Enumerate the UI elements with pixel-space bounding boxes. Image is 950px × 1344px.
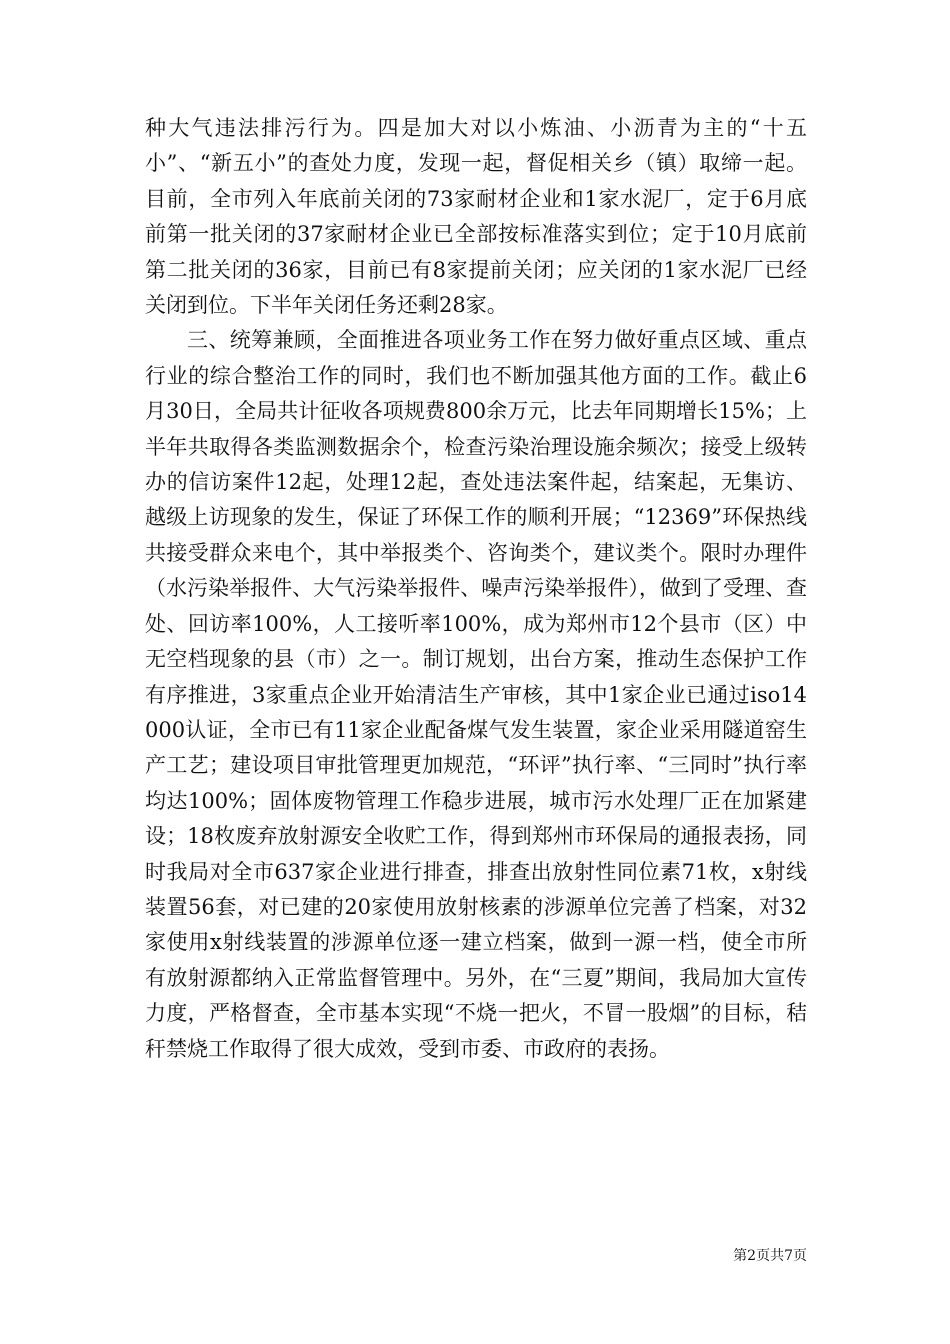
- paragraph-section-three: 三、统筹兼顾，全面推进各项业务工作在努力做好重点区域、重点行业的综合整治工作的同时，我们也不断加强其他方面的工作。截止6月30日，全局共计征收各项规费800余万元，比去年同期增长15%；上半年共取得各类监测数据余个，检查污染治理设施余频次；接受上级转办的信访案件12起，处理12起，查处违法案件起，结案起，无集访、越级上访现象的发生，保证了环保工作的顺利开展；“12369”环保热线共接受群众来电个，其中举报类个、咨询类个，建议类个。限时办理件（水污染举报件、大气污染举报件、噪声污染举报件），做到了受理、查处、回访率100%，人工接听率100%，成为郑州市12个县市（区）中无空档现象的县（市）之一。制订规划，出台方案，推动生态保护工作有序推进，3家重点企业开始清洁生产审核，其中1家企业已通过iso14000认证，全市已有11家企业配备煤气发生装置，家企业采用隧道窑生产工艺；建设项目审批管理更加规范，“环评”执行率、“三同时”执行率均达100%；固体废物管理工作稳步进展，城市污水处理厂正在加紧建设；18枚废弃放射源安全收贮工作，得到郑州市环保局的通报表扬，同时我局对全市637家企业进行排查，排查出放射性同位素71枚，x射线装置56套，对已建的20家使用放射核素的涉源单位完善了档案，对32家使用x射线装置的涉源单位逐一建立档案，做到一源一档，使全市所有放射源都纳入正常监督管理中。另外，在“三夏”期间，我局加大宣传力度，严格督查，全市基本实现“不烧一把火，不冒一股烟”的目标，秸秆禁烧工作取得了很大成效，受到市委、市政府的表扬。: [145, 328, 807, 1061]
- page-number-footer: 第2页共7页: [733, 1248, 807, 1264]
- paragraph-continued: 种大气违法排污行为。四是加大对以小炼油、小沥青为主的“十五小”、“新五小”的查处力度，发现一起，督促相关乡（镇）取缔一起。目前，全市列入年底前关闭的73家耐材企业和1家水泥厂，定于6月底前第一批关闭的37家耐材企业已全部按标准落实到位；定于10月底前第二批关闭的36家，目前已有8家提前关闭；应关闭的1家水泥厂已经关闭到位。下半年关闭任务还剩28家。: [145, 116, 807, 318]
- body-text: [145, 111, 807, 1067]
